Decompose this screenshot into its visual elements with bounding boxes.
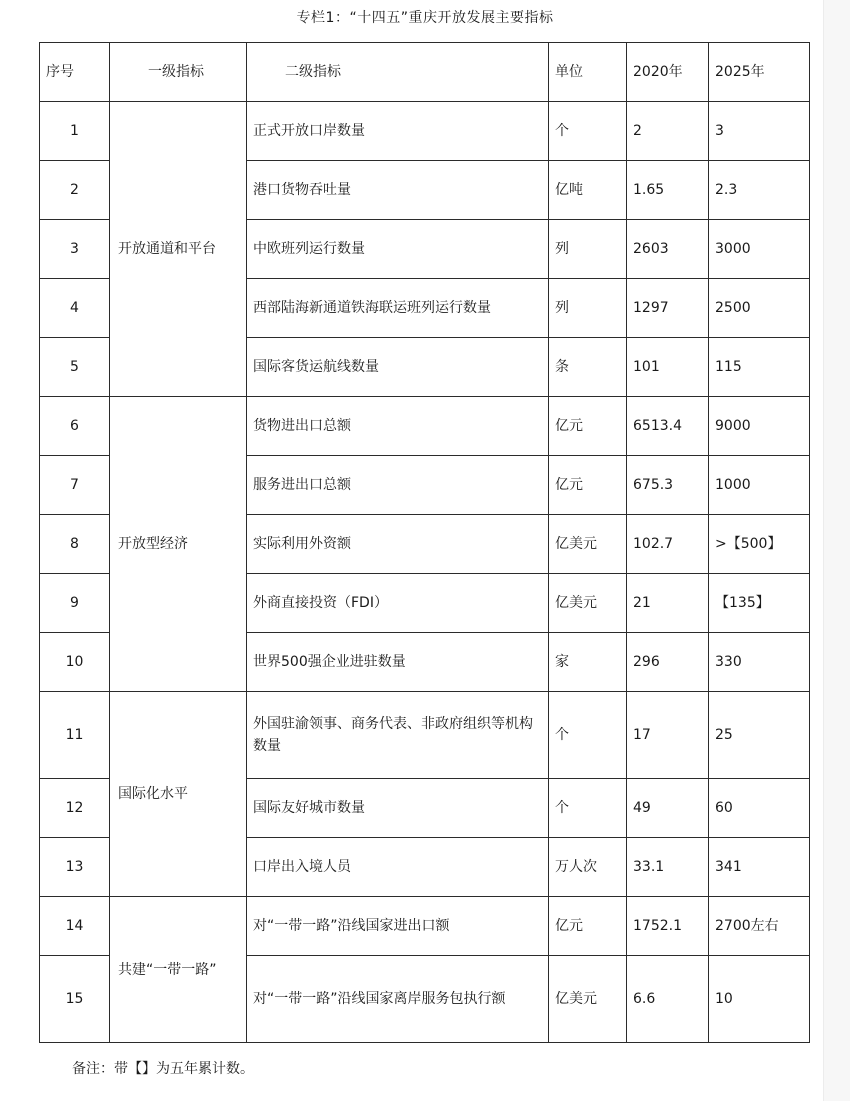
row-value-2025: 330 xyxy=(709,633,810,692)
row-value-2025: 115 xyxy=(709,338,810,397)
row-value-2025: 3000 xyxy=(709,220,810,279)
row-value-2025: 341 xyxy=(709,838,810,897)
table-row xyxy=(40,397,810,456)
row-value-2020: 49 xyxy=(627,779,709,838)
table-row xyxy=(40,692,810,779)
row-unit: 亿美元 xyxy=(549,574,627,633)
row-no: 7 xyxy=(40,456,110,515)
row-no: 14 xyxy=(40,897,110,956)
row-value-2025: 25 xyxy=(709,692,810,779)
row-no: 9 xyxy=(40,574,110,633)
row-value-2025: 9000 xyxy=(709,397,810,456)
header-unit: 单位 xyxy=(549,43,627,102)
row-no: 5 xyxy=(40,338,110,397)
row-no: 2 xyxy=(40,161,110,220)
page-margin-strip xyxy=(823,0,850,1101)
row-value-2020: 17 xyxy=(627,692,709,779)
header-level1: 一级指标 xyxy=(110,43,247,102)
header-level2: 二级指标 xyxy=(247,43,549,102)
row-unit: 亿吨 xyxy=(549,161,627,220)
row-no: 11 xyxy=(40,692,110,779)
row-value-2020: 1.65 xyxy=(627,161,709,220)
group-label: 共建“一带一路” xyxy=(110,897,247,1043)
row-value-2020: 33.1 xyxy=(627,838,709,897)
row-indicator: 外商直接投资（FDI） xyxy=(247,574,549,633)
row-value-2020: 21 xyxy=(627,574,709,633)
row-no: 12 xyxy=(40,779,110,838)
row-value-2020: 675.3 xyxy=(627,456,709,515)
row-no: 15 xyxy=(40,956,110,1043)
row-value-2025: 2500 xyxy=(709,279,810,338)
row-unit: 亿美元 xyxy=(549,515,627,574)
row-indicator: 中欧班列运行数量 xyxy=(247,220,549,279)
row-indicator: 国际客货运航线数量 xyxy=(247,338,549,397)
row-value-2020: 1297 xyxy=(627,279,709,338)
row-no: 8 xyxy=(40,515,110,574)
table-header-row xyxy=(40,43,810,102)
row-value-2025: 60 xyxy=(709,779,810,838)
row-unit: 列 xyxy=(549,220,627,279)
row-no: 13 xyxy=(40,838,110,897)
row-unit: 家 xyxy=(549,633,627,692)
row-unit: 个 xyxy=(549,102,627,161)
row-unit: 亿元 xyxy=(549,456,627,515)
table-row xyxy=(40,102,810,161)
row-unit: 万人次 xyxy=(549,838,627,897)
row-unit: 个 xyxy=(549,779,627,838)
row-value-2025: 【135】 xyxy=(709,574,810,633)
header-2020: 2020年 xyxy=(627,43,709,102)
row-unit: 亿元 xyxy=(549,397,627,456)
row-unit: 个 xyxy=(549,692,627,779)
row-value-2020: 102.7 xyxy=(627,515,709,574)
row-indicator: 国际友好城市数量 xyxy=(247,779,549,838)
row-indicator: 服务进出口总额 xyxy=(247,456,549,515)
row-value-2025: 1000 xyxy=(709,456,810,515)
row-indicator: 港口货物吞吐量 xyxy=(247,161,549,220)
row-value-2020: 2603 xyxy=(627,220,709,279)
group-label: 国际化水平 xyxy=(110,692,247,897)
row-indicator: 对“一带一路”沿线国家进出口额 xyxy=(247,897,549,956)
row-no: 3 xyxy=(40,220,110,279)
row-indicator: 西部陆海新通道铁海联运班列运行数量 xyxy=(247,279,549,338)
row-no: 6 xyxy=(40,397,110,456)
row-unit: 亿美元 xyxy=(549,956,627,1043)
row-value-2020: 296 xyxy=(627,633,709,692)
row-indicator: 口岸出入境人员 xyxy=(247,838,549,897)
indicators-table xyxy=(39,42,810,1043)
row-indicator: 外国驻渝领事、商务代表、非政府组织等机构数量 xyxy=(247,692,549,779)
row-value-2020: 1752.1 xyxy=(627,897,709,956)
row-no: 1 xyxy=(40,102,110,161)
row-unit: 条 xyxy=(549,338,627,397)
row-value-2025: 3 xyxy=(709,102,810,161)
row-value-2025: 10 xyxy=(709,956,810,1043)
row-no: 10 xyxy=(40,633,110,692)
row-indicator: 对“一带一路”沿线国家离岸服务包执行额 xyxy=(247,956,549,1043)
row-value-2020: 6513.4 xyxy=(627,397,709,456)
table-row xyxy=(40,897,810,956)
row-value-2025: >【500】 xyxy=(709,515,810,574)
row-value-2020: 6.6 xyxy=(627,956,709,1043)
header-no: 序号 xyxy=(40,43,110,102)
row-indicator: 世界500强企业进驻数量 xyxy=(247,633,549,692)
row-value-2025: 2.3 xyxy=(709,161,810,220)
group-label: 开放型经济 xyxy=(110,397,247,692)
row-indicator: 正式开放口岸数量 xyxy=(247,102,549,161)
table-caption: 专栏1：“十四五”重庆开放发展主要指标 xyxy=(296,10,554,26)
row-value-2025: 2700左右 xyxy=(709,897,810,956)
header-2025: 2025年 xyxy=(709,43,810,102)
table-footnote: 备注：带【】为五年累计数。 xyxy=(72,1061,254,1077)
row-unit: 亿元 xyxy=(549,897,627,956)
row-no: 4 xyxy=(40,279,110,338)
group-label: 开放通道和平台 xyxy=(110,102,247,397)
row-value-2020: 2 xyxy=(627,102,709,161)
row-value-2020: 101 xyxy=(627,338,709,397)
row-indicator: 货物进出口总额 xyxy=(247,397,549,456)
row-unit: 列 xyxy=(549,279,627,338)
row-indicator: 实际利用外资额 xyxy=(247,515,549,574)
